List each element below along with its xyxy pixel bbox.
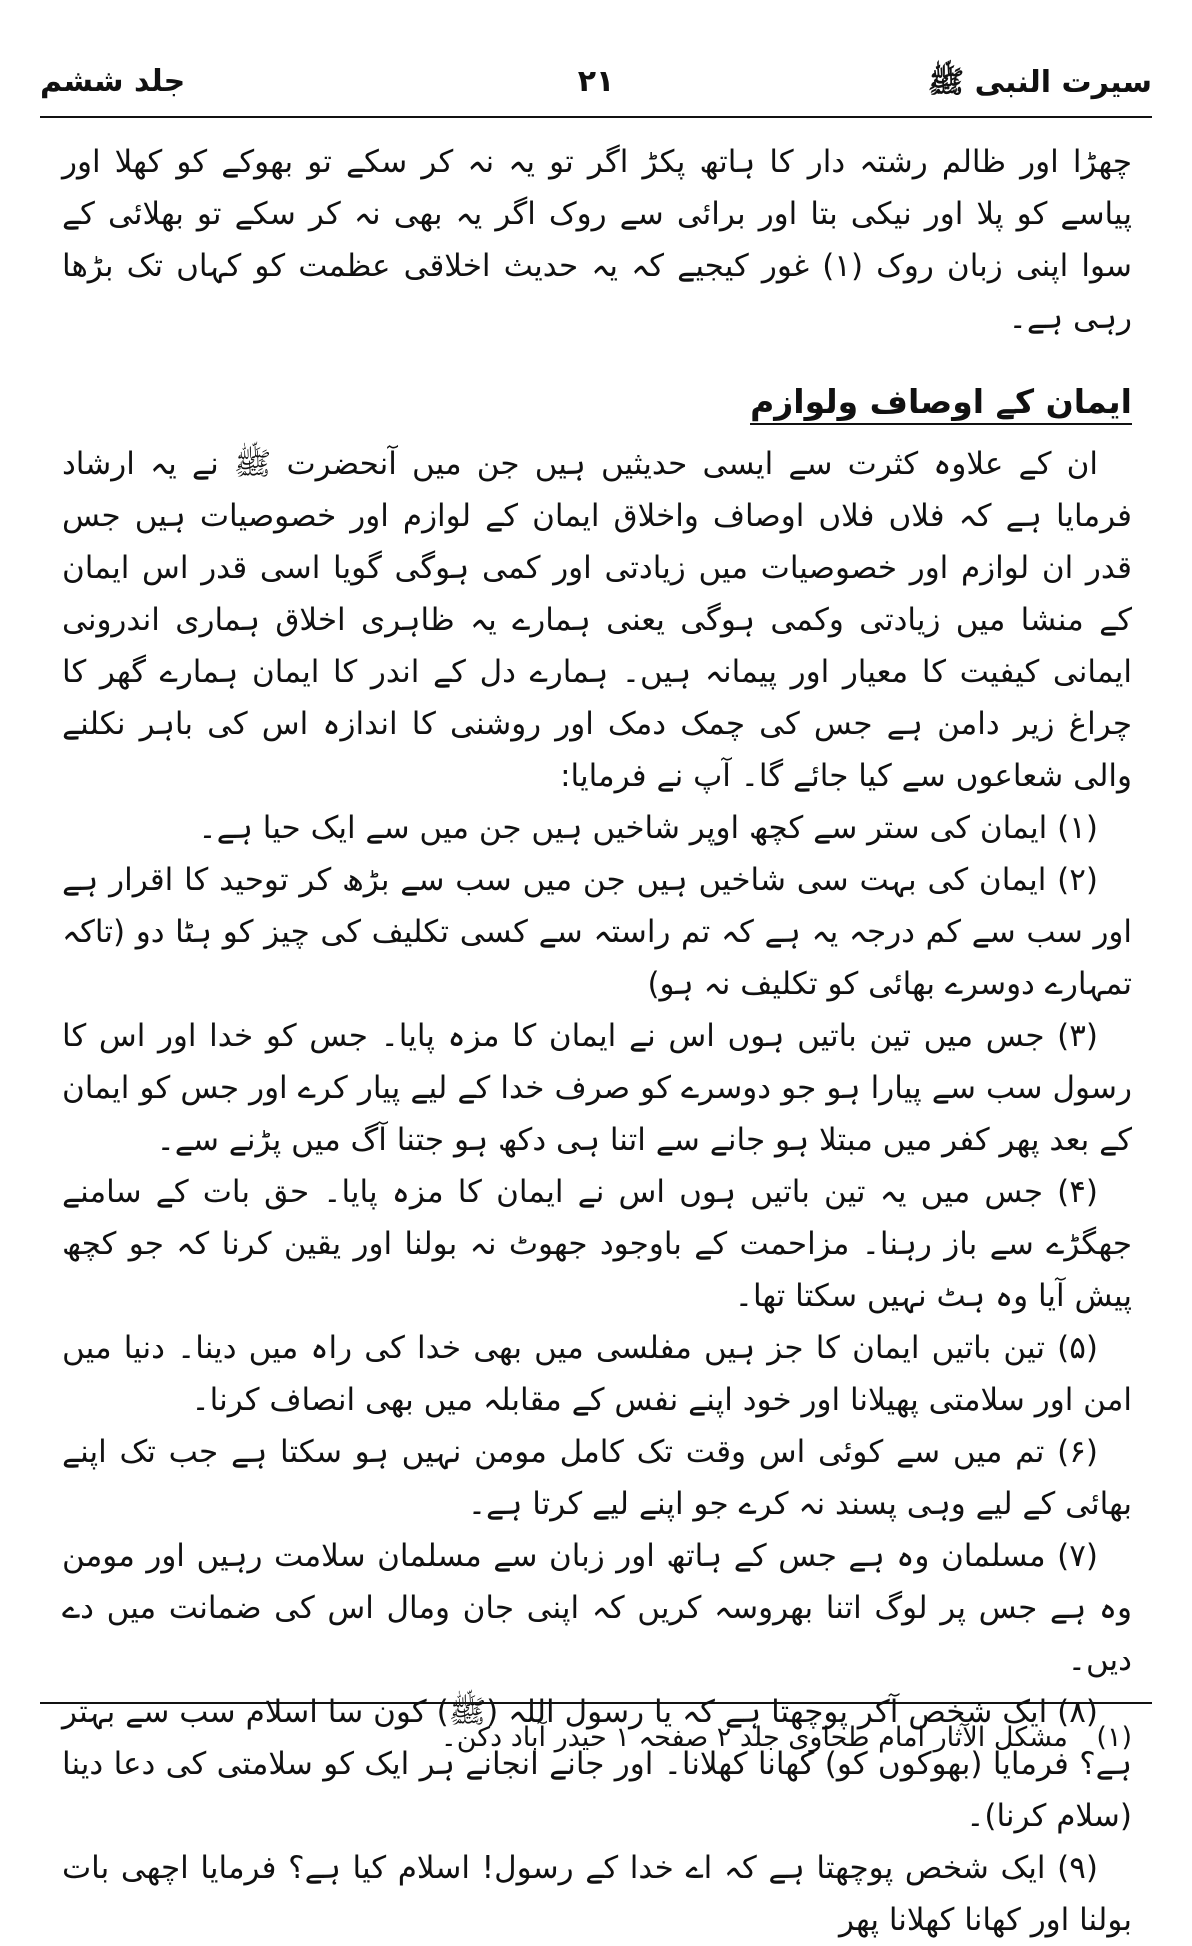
hadith-4: (۴) جس میں یہ تین باتیں ہوں اس نے ایمان کا مزہ پایا۔ حق بات کے سامنے جھگڑے سے باز رہنا۔ مزاحمت کے باوجود جھوٹ نہ بولنا اور یقین کرنا کہ جو کچھ پیش آیا وہ ہٹ نہیں سکتا تھا۔ — [62, 1174, 1132, 1314]
book-title: سیرت النبی ﷺ — [927, 65, 1152, 100]
footnote-number: (۱) — [1096, 1722, 1132, 1753]
volume-label: جلد ششم — [40, 64, 186, 99]
page-body — [62, 136, 1132, 1946]
hadith-2: (۲) ایمان کی بہت سی شاخیں ہیں جن میں سب سے بڑھ کر توحید کا اقرار ہے اور سب سے کم درجہ یہ ہے کہ تم راستہ سے کسی تکلیف کی چیز کو ہٹا دو (تاکہ تمہارے دوسرے بھائی کو تکلیف نہ ہو) — [62, 862, 1132, 1002]
header-rule — [40, 116, 1152, 118]
footnote-rule — [40, 1702, 1152, 1704]
footnote — [62, 1716, 1132, 1760]
page-header — [40, 58, 1152, 114]
hadith-5: (۵) تین باتیں ایمان کا جز ہیں مفلسی میں بھی خدا کی راہ میں دینا۔ دنیا میں امن اور سلامتی پھیلانا اور خود اپنے نفس کے مقابلہ میں بھی انصاف کرنا۔ — [62, 1330, 1132, 1418]
hadith-1: (۱) ایمان کی ستر سے کچھ اوپر شاخیں ہیں جن میں سے ایک حیا ہے۔ — [198, 810, 1098, 846]
section-heading-text: ایمان کے اوصاف ولوازم — [750, 382, 1132, 425]
section-heading — [62, 374, 1132, 430]
main-paragraph: ان کے علاوہ کثرت سے ایسی حدیثیں ہیں جن میں آنحضرت ﷺ نے یہ ارشاد فرمایا ہے کہ فلاں فلاں اوصاف واخلاق ایمان کے لوازم اور خصوصیات ہیں جس قدر ان لوازم اور خصوصیات میں زیادتی اور کمی ہوگی گویا اسی قدر اس ایمان کے منشا میں زیادتی وکمی ہوگی یعنی ہمارے یہ ظاہری اخلاق ہماری اندرونی ایمانی کیفیت کا معیار اور پیمانہ ہیں۔ ہمارے دل کے اندر کا ایمان ہمارے گھر کا چراغ زیر دامن ہے جس کی چمک دمک اور روشنی کا اندازہ اس کی باہر نکلنے والی شعاعوں سے کیا جائے گا۔ آپ نے فرمایا: — [62, 446, 1132, 794]
page-number: ۲۱ — [577, 64, 615, 99]
hadith-6: (۶) تم میں سے کوئی اس وقت تک کامل مومن نہیں ہو سکتا ہے جب تک اپنے بھائی کے لیے وہی پسند نہ کرے جو اپنے لیے کرتا ہے۔ — [62, 1434, 1132, 1522]
hadith-3: (۳) جس میں تین باتیں ہوں اس نے ایمان کا مزہ پایا۔ جس کو خدا اور اس کا رسول سب سے پیارا ہو جو دوسرے کو صرف خدا کے لیے پیار کرے اور جس کو ایمان کے بعد پھر کفر میں مبتلا ہو جانے سے اتنا ہی دکھ ہو جتنا آگ میں پڑنے سے۔ — [62, 1018, 1132, 1158]
intro-paragraph: چھڑا اور ظالم رشتہ دار کا ہاتھ پکڑ اگر تو یہ نہ کر سکے تو بھوکے کو کھلا اور پیاسے کو پلا اور نیکی بتا اور برائی سے روک اگر یہ بھی نہ کر سکے تو بھلائی کے سوا اپنی زبان روک (۱) غور کیجیے کہ یہ حدیث اخلاقی عظمت کو کہاں تک بڑھا رہی ہے۔ — [62, 144, 1132, 336]
footnote-text: مشکل الآثار امام طحاوی جلد ۲ صفحہ ۱ حیدر آباد دکن۔ — [440, 1722, 1068, 1753]
hadith-9: (۹) ایک شخص پوچھتا ہے کہ اے خدا کے رسول! اسلام کیا ہے؟ فرمایا اچھی بات بولنا اور کھانا کھلانا پھر — [62, 1850, 1132, 1938]
hadith-7: (۷) مسلمان وہ ہے جس کے ہاتھ اور زبان سے مسلمان سلامت رہیں اور مومن وہ ہے جس پر لوگ اتنا بھروسہ کریں کہ اپنی جان ومال اس کی ضمانت میں دے دیں۔ — [62, 1538, 1132, 1678]
hadith-8: (۸) ایک شخص آکر پوچھتا ہے کہ یا رسول اللہ (ﷺ) کون سا اسلام سب سے بہتر ہے؟ فرمایا (بھوکوں کو) کھانا کھلانا۔ اور جانے انجانے ہر ایک کو سلامتی کی دعا دینا (سلام کرنا)۔ — [62, 1694, 1132, 1834]
